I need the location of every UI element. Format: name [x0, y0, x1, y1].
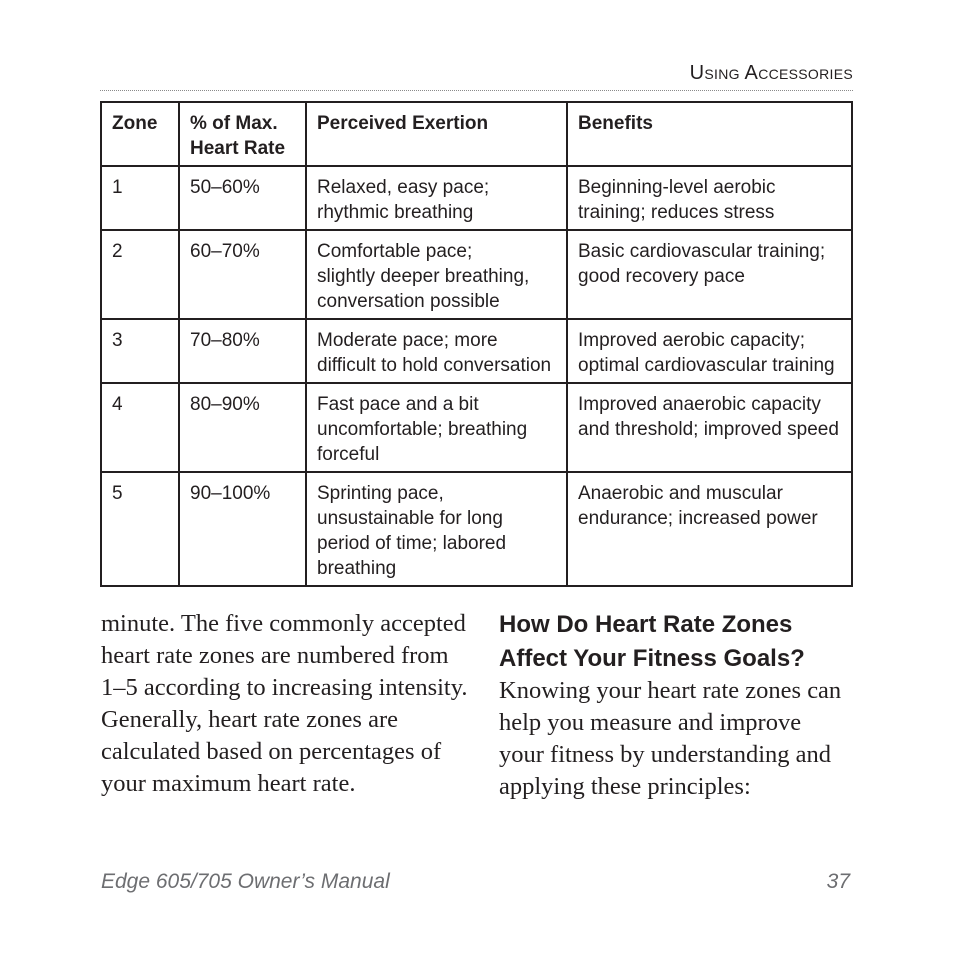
section-heading: How Do Heart Rate Zones Affect Your Fitness Goals?	[499, 611, 805, 672]
benefits-cell: Anaerobic and muscular endurance; increased power	[567, 472, 852, 586]
percent-cell: 80–90%	[179, 383, 306, 472]
percent-cell: 60–70%	[179, 230, 306, 319]
table-row	[101, 383, 852, 472]
zone-cell: 2	[101, 230, 179, 319]
exertion-cell: Relaxed, easy pace; rhythmic breathing	[306, 166, 567, 230]
table-header-row	[101, 102, 852, 166]
benefits-cell: Improved anaerobic capacity and threshold; improved speed	[567, 383, 852, 472]
zone-cell: 5	[101, 472, 179, 586]
exertion-cell: Moderate pace; more difficult to hold conversation	[306, 319, 567, 383]
zone-cell: 1	[101, 166, 179, 230]
heart-rate-zones-table	[100, 101, 853, 587]
percent-cell: 50–60%	[179, 166, 306, 230]
zone-cell: 3	[101, 319, 179, 383]
column-header-benefits: Benefits	[567, 102, 852, 166]
footer-manual-title: Edge 605/705 Owner’s Manual	[101, 870, 390, 893]
exertion-cell: Comfortable pace; slightly deeper breathing, conversation possible	[306, 230, 567, 319]
benefits-cell: Improved aerobic capacity; optimal cardiovascular training	[567, 319, 852, 383]
exertion-cell: Fast pace and a bit uncomfortable; breathing forceful	[306, 383, 567, 472]
percent-cell: 90–100%	[179, 472, 306, 586]
zone-cell: 4	[101, 383, 179, 472]
benefits-cell: Basic cardiovascular training; good recovery pace	[567, 230, 852, 319]
table-row	[101, 166, 852, 230]
section-header: Using Accessories	[689, 62, 853, 84]
header-divider	[100, 90, 853, 91]
table-row	[101, 230, 852, 319]
body-paragraph-left: minute. The five commonly accepted heart rate zones are numbered from 1–5 according to increasing intensity. Generally, heart rate zones are calculated based on percentages of your maximum heart rate.	[101, 610, 468, 797]
column-header-perceived-exertion: Perceived Exertion	[306, 102, 567, 166]
column-header-percent-max-hr: % of Max. Heart Rate	[179, 102, 306, 166]
table-row	[101, 472, 852, 586]
benefits-cell: Beginning-level aerobic training; reduces stress	[567, 166, 852, 230]
column-header-zone: Zone	[101, 102, 179, 166]
body-paragraph-right: Knowing your heart rate zones can help you measure and improve your fitness by understanding and applying these principles:	[499, 677, 842, 800]
exertion-cell: Sprinting pace, unsustainable for long period of time; labored breathing	[306, 472, 567, 586]
percent-cell: 70–80%	[179, 319, 306, 383]
footer-page-number: 37	[826, 870, 850, 893]
table-row	[101, 319, 852, 383]
